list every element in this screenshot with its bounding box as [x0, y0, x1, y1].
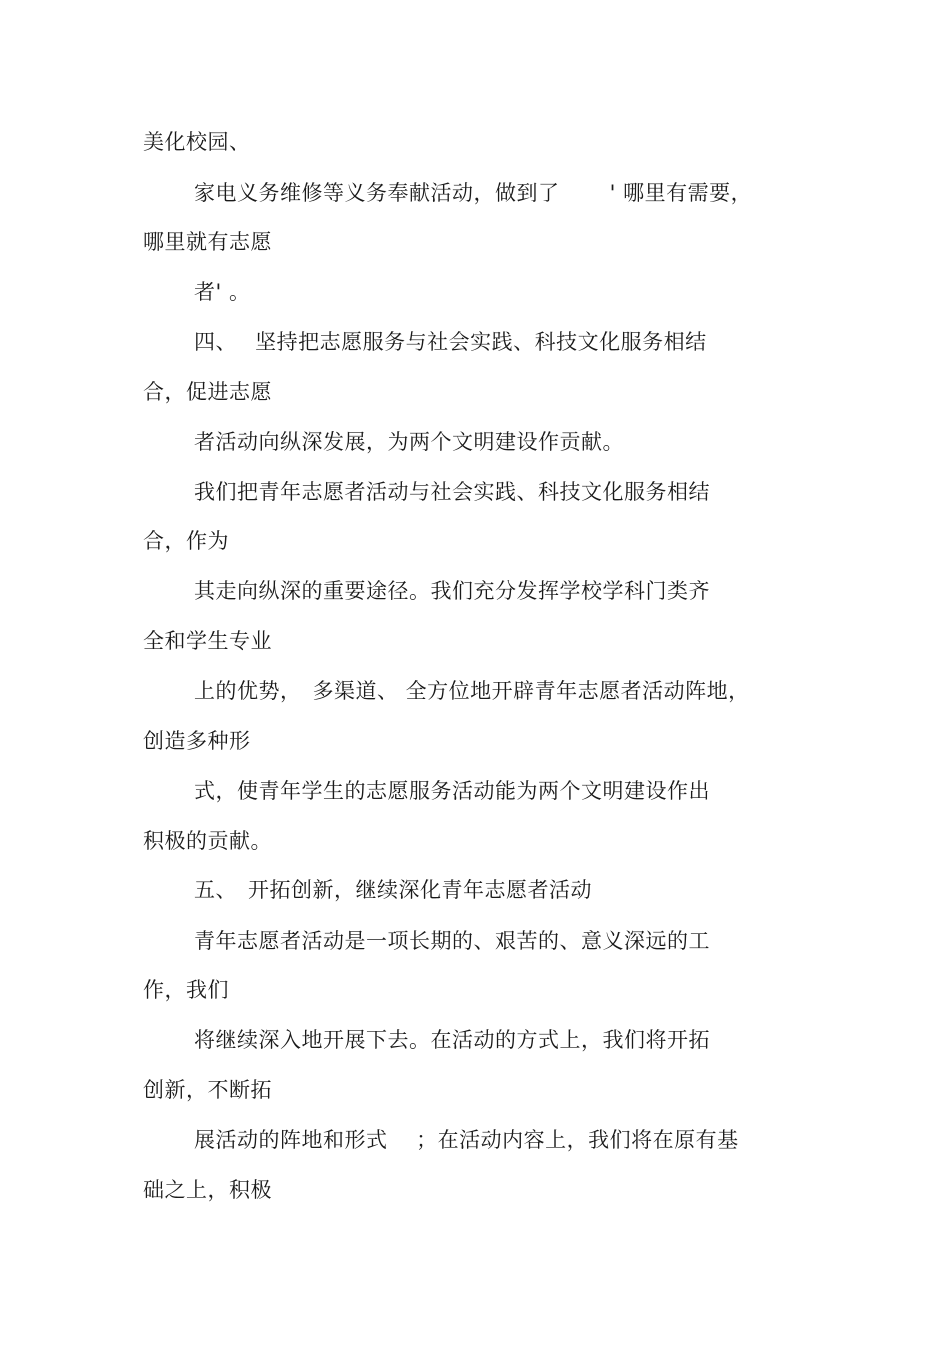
text-line: 积极的贡献。 — [143, 829, 272, 853]
text-line: 础之上，积极 — [143, 1178, 272, 1202]
text-line: 创新，不断拓 — [143, 1078, 272, 1102]
text-line: 全和学生专业 — [143, 629, 272, 653]
text-line: 者活动向纵深发展，为两个文明建设作贡献。 — [194, 430, 624, 454]
text-line: 合，作为 — [143, 529, 229, 553]
text-line: 将继续深入地开展下去。在活动的方式上，我们将开拓 — [194, 1028, 710, 1052]
text-line: 合，促进志愿 — [143, 380, 272, 404]
text-line: 其走向纵深的重要途径。我们充分发挥学校学科门类齐 — [194, 579, 710, 603]
text-line: 作，我们 — [143, 978, 229, 1002]
text-line: 美化校园、 — [143, 130, 251, 154]
text-line: 我们把青年志愿者活动与社会实践、科技文化服务相结 — [194, 480, 710, 504]
section-heading: 五、 开拓创新，继续深化青年志愿者活动 — [194, 878, 592, 902]
text-line: 创造多种形 — [143, 729, 251, 753]
text-line: 者' 。 — [194, 280, 251, 304]
text-line: 青年志愿者活动是一项长期的、艰苦的、意义深远的工 — [194, 929, 710, 953]
text-line: 上的优势， 多渠道、 全方位地开辟青年志愿者活动阵地， — [194, 679, 750, 703]
section-heading: 四、 坚持把志愿服务与社会实践、科技文化服务相结 — [194, 330, 707, 354]
text-line: 式，使青年学生的志愿服务活动能为两个文明建设作出 — [194, 779, 710, 803]
text-line: 哪里就有志愿 — [143, 230, 272, 254]
text-line: 家电义务维修等义务奉献活动，做到了 ' 哪里有需要， — [194, 181, 753, 205]
text-line: 展活动的阵地和形式 ；在活动内容上，我们将在原有基 — [194, 1128, 739, 1152]
